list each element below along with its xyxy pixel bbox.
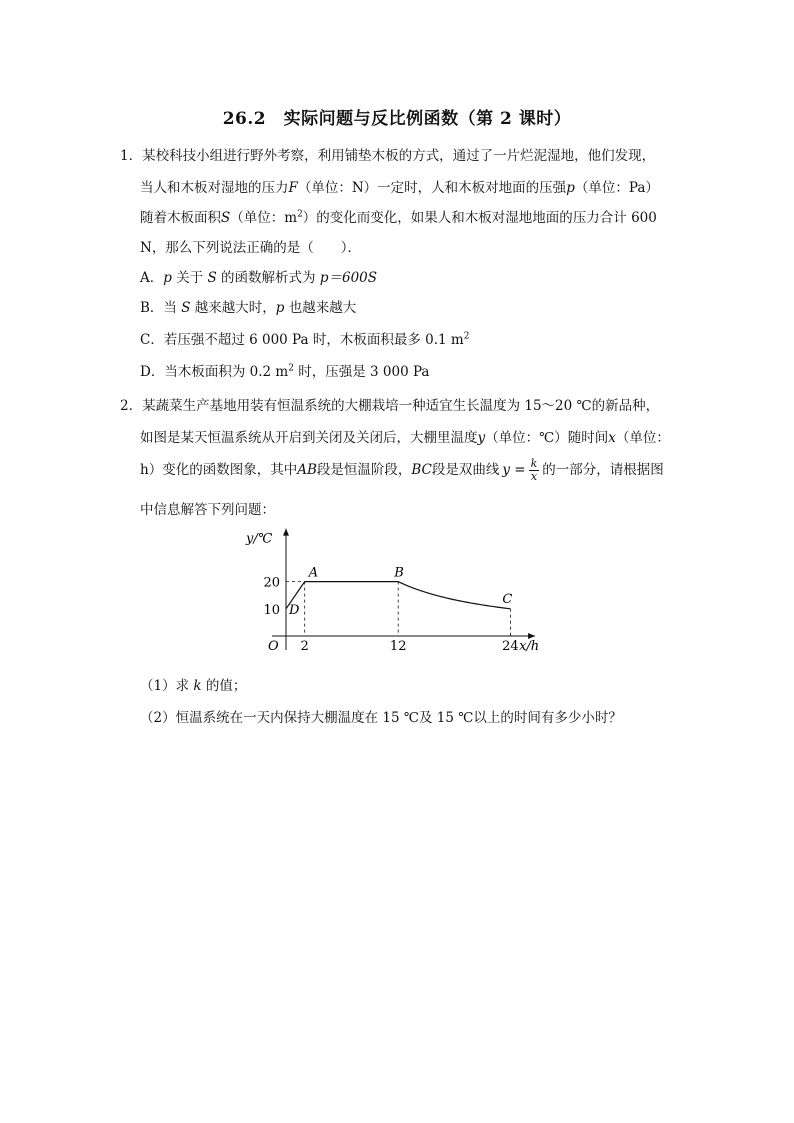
curve-bc <box>398 582 513 609</box>
x-tick-label-24: 24 <box>502 639 519 654</box>
origin-label: O <box>268 639 279 654</box>
y-axis-arrow <box>283 529 289 536</box>
q1-line-2: 当人和木板对湿地的压力F（单位：N）一定时，人和木板对地面的压强p（单位：Pa） <box>140 180 659 196</box>
point-label-d: D <box>289 602 300 618</box>
q2-sub-1: （1）求 k 的值； <box>140 678 247 694</box>
point-label-b: B <box>394 565 404 581</box>
point-label-c: C <box>502 591 513 607</box>
x-axis-label: x/h <box>519 639 540 654</box>
q1-option-a: A．p 关于 S 的函数解析式为 p＝600S <box>140 270 378 286</box>
q2-line-2: 如图是某天恒温系统从开启到关闭及关闭后，大棚里温度y（单位：℃）随时间x（单位： <box>140 430 670 446</box>
page-title: 26.2 实际问题与反比例函数（第 2 课时） <box>222 109 572 129</box>
k-over-x-fraction: $\frac{k}{x}$ <box>530 457 538 483</box>
q2-line-4: 中信息解答下列问题： <box>140 502 275 518</box>
x-tick-label-12: 12 <box>389 639 407 654</box>
y-tick-label-10: 10 <box>263 602 280 618</box>
q1-line-4: N，那么下列说法正确的是（ ）． <box>140 240 362 256</box>
q2-line-1: 2．某蔬菜生产基地用装有恒温系统的大棚栽培一种适宜生长温度为 15～20 ℃的新品种， <box>120 398 660 414</box>
q2-line-3: h）变化的函数图象，其中AB段是恒温阶段，BC段是双曲线 y = $\frac{k}{x}$ 的一部分，请根据图 <box>140 457 664 483</box>
temperature-time-graph <box>240 528 550 658</box>
q1-line-3: 随着木板面积S（单位：$m^2$）的变化而变化，如果人和木板对湿地地面的压力合计 600 <box>140 209 657 226</box>
y-axis-label: y/℃ <box>246 531 273 547</box>
point-label-a: A <box>308 565 319 581</box>
y-tick-label-20: 20 <box>263 575 280 591</box>
q1-option-c: C．若压强不超过 6 000 Pa 时，木板面积最多 0.1 $m^2$ <box>140 331 470 348</box>
q1-option-b: B．当 S 越来越大时，p 也越来越大 <box>140 300 357 316</box>
q2-sub-2: （2）恒温系统在一天内保持大棚温度在 15 ℃及 15 ℃以上的时间有多少小时？ <box>140 710 622 726</box>
q1-line-1: 1．某校科技小组进行野外考察，利用铺垫木板的方式，通过了一片烂泥湿地，他们发现， <box>120 148 656 164</box>
q1-option-d: D．当木板面积为 0.2 $m^2$ 时，压强是 3 000 Pa <box>140 363 430 380</box>
x-tick-label-2: 2 <box>300 639 309 654</box>
